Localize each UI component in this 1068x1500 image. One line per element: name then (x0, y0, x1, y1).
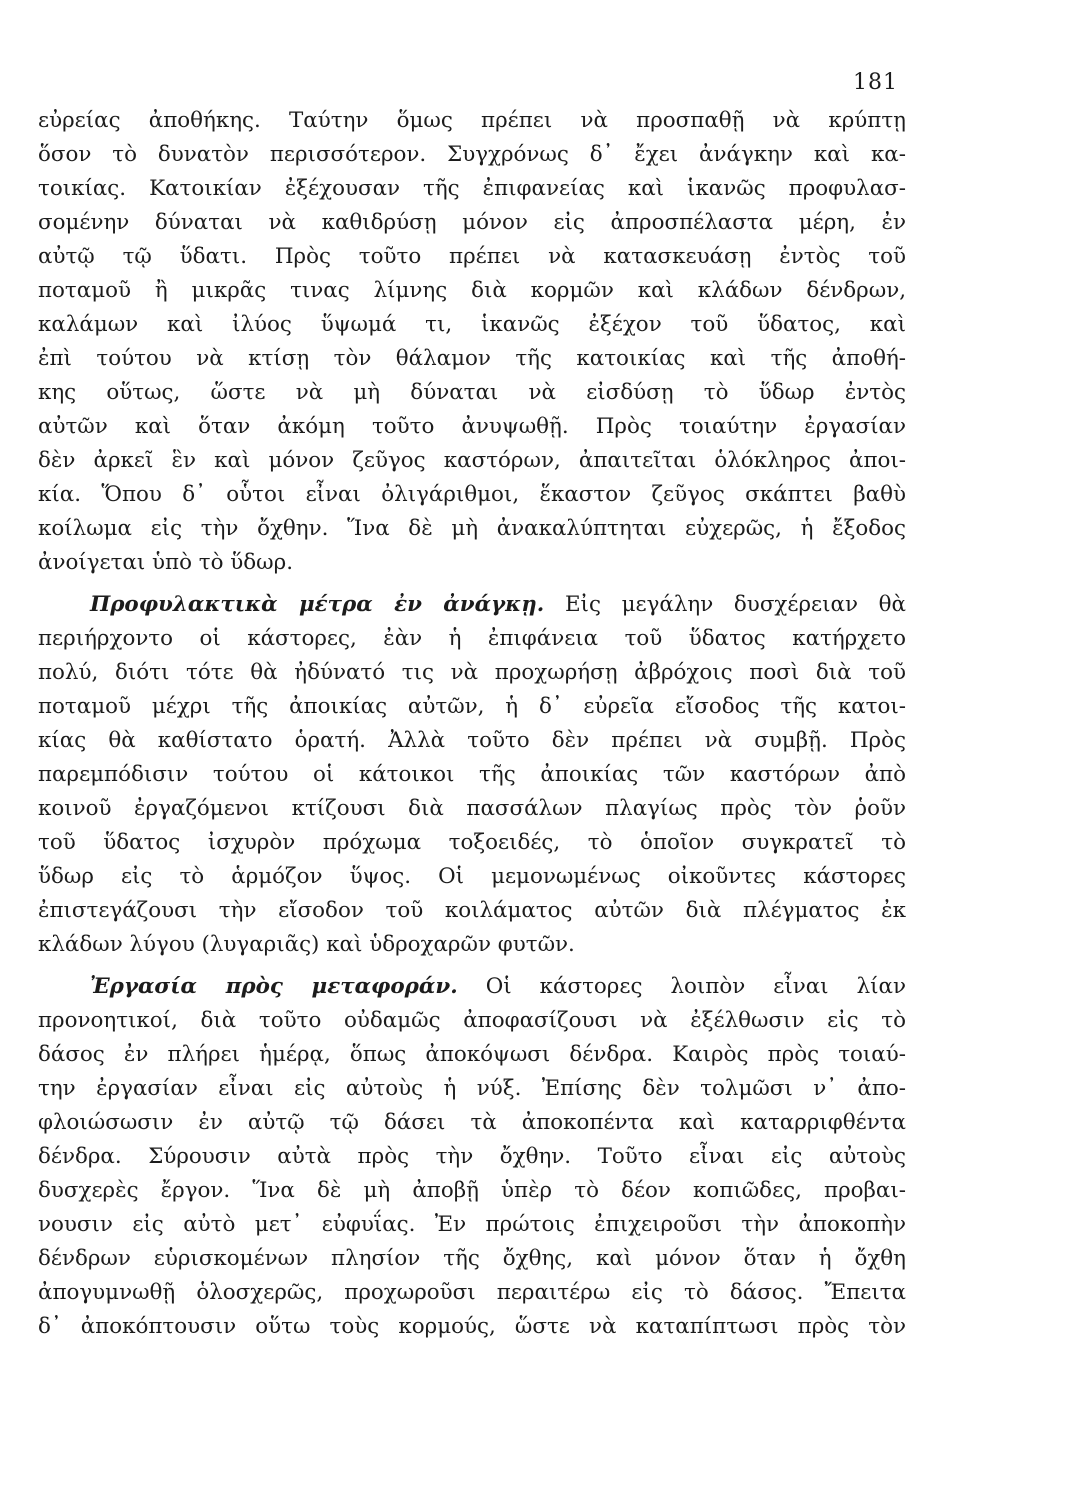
section-first-line-text: Οἱ κάστορες λοιπὸν εἶναι λίαν (485, 974, 906, 999)
text-line: δυσχερὲς ἔργον. Ἵνα δὲ μὴ ἀποβῇ ὑπὲρ τὸ δέον κοπιῶδες, προβαι- (38, 1178, 906, 1203)
text-line: την ἐργασίαν εἶναι εἰς αὐτοὺς ἡ νύξ. Ἐπίσης δὲν τολμῶσι ν᾽ ἀπο- (38, 1076, 906, 1101)
text-line: τοῦ ὕδατος ἰσχυρὸν πρόχωμα τοξοειδές, τὸ ὁποῖον συγκρατεῖ τὸ (38, 830, 906, 855)
text-line: τοικίας. Κατοικίαν ἐξέχουσαν τῆς ἐπιφανείας καὶ ἱκανῶς προφυλασ- (38, 176, 906, 201)
text-line: κίας θὰ καθίστατο ὁρατή. Ἀλλὰ τοῦτο δὲν πρέπει νὰ συμβῇ. Πρὸς (38, 728, 906, 753)
text-line: κοινοῦ ἐργαζόμενοι κτίζουσι διὰ πασσάλων πλαγίως πρὸς τὸν ῥοῦν (38, 796, 906, 821)
page-number: 181 (853, 70, 898, 95)
text-line: προνοητικοί, διὰ τοῦτο οὐδαμῶς ἀποφασίζουσι νὰ ἐξέλθωσιν εἰς τὸ (38, 1008, 906, 1033)
section-heading: Προφυλακτικὰ μέτρα ἐν ἀνάγκῃ. (90, 592, 545, 617)
text-line: κία. Ὅπου δ᾽ οὗτοι εἶναι ὀλιγάριθμοι, ἕκαστον ζεῦγος σκάπτει βαθὺ (38, 482, 906, 507)
paragraph-precautions (38, 588, 906, 962)
text-line: δένδρων εὑρισκομένων πλησίον τῆς ὄχθης, καὶ μόνον ὅταν ἡ ὄχθη (38, 1246, 906, 1271)
text-line: ἀνοίγεται ὑπὸ τὸ ὕδωρ. (38, 550, 293, 575)
text-line: κης οὕτως, ὥστε νὰ μὴ δύναται νὰ εἰσδύσῃ τὸ ὕδωρ ἐντὸς (38, 380, 906, 405)
text-line: ἐπιστεγάζουσι τὴν εἴσοδον τοῦ κοιλάματος αὐτῶν διὰ πλέγματος ἐκ (38, 898, 906, 923)
text-line: αὐτῶν καὶ ὅταν ἀκόμη τοῦτο ἀνυψωθῇ. Πρὸς τοιαύτην ἐργασίαν (38, 414, 906, 439)
text-line: ποταμοῦ μέχρι τῆς ἀποικίας αὐτῶν, ἡ δ᾽ εὐρεῖα εἴσοδος τῆς κατοι- (38, 694, 906, 719)
text-line: ἀπογυμνωθῇ ὁλοσχερῶς, προχωροῦσι περαιτέρω εἰς τὸ δάσος. Ἔπειτα (38, 1280, 906, 1305)
text-line: δάσος ἐν πλήρει ἡμέρᾳ, ὅπως ἀποκόψωσι δένδρα. Καιρὸς πρὸς τοιαύ- (38, 1042, 906, 1067)
paragraph-transport-work (38, 970, 906, 1344)
text-line: καλάμων καὶ ἰλύος ὕψωμά τι, ἱκανῶς ἐξέχον τοῦ ὕδατος, καὶ (38, 312, 906, 337)
section-first-line (38, 970, 906, 1004)
text-line: ὕδωρ εἰς τὸ ἁρμόζον ὕψος. Οἱ μεμονωμένως οἰκοῦντες κάστορες (38, 864, 906, 889)
paragraph-beaver-dwelling (38, 104, 906, 580)
text-line: ποταμοῦ ἢ μικρᾶς τινας λίμνης διὰ κορμῶν καὶ κλάδων δένδρων, (38, 278, 906, 303)
text-line: παρεμπόδισιν τούτου οἱ κάτοικοι τῆς ἀποικίας τῶν καστόρων ἀπὸ (38, 762, 906, 787)
text-line: φλοιώσωσιν ἐν αὐτῷ τῷ δάσει τὰ ἀποκοπέντα καὶ καταρριφθέντα (38, 1110, 906, 1135)
text-line: δένδρα. Σύρουσιν αὐτὰ πρὸς τὴν ὄχθην. Τοῦτο εἶναι εἰς αὐτοὺς (38, 1144, 906, 1169)
body-text (38, 104, 906, 1344)
text-line: περιήρχοντο οἱ κάστορες, ἐὰν ἡ ἐπιφάνεια τοῦ ὕδατος κατήρχετο (38, 626, 906, 651)
section-first-line (38, 588, 906, 622)
section-heading: Ἐργασία πρὸς μεταφοράν. (90, 974, 458, 999)
text-line: εὐρείας ἀποθήκης. Ταύτην ὅμως πρέπει νὰ προσπαθῇ νὰ κρύπτῃ (38, 108, 906, 133)
text-line: ἐπὶ τούτου νὰ κτίσῃ τὸν θάλαμον τῆς κατοικίας καὶ τῆς ἀποθή- (38, 346, 906, 371)
text-line: αὐτῷ τῷ ὕδατι. Πρὸς τοῦτο πρέπει νὰ κατασκευάσῃ ἐντὸς τοῦ (38, 244, 906, 269)
text-line: δ᾽ ἀποκόπτουσιν οὕτω τοὺς κορμούς, ὥστε νὰ καταπίπτωσι πρὸς τὸν (38, 1314, 906, 1339)
text-line: κοίλωμα εἰς τὴν ὄχθην. Ἵνα δὲ μὴ ἀνακαλύπτηται εὐχερῶς, ἡ ἔξοδος (38, 516, 906, 541)
text-line: ὅσον τὸ δυνατὸν περισσότερον. Συγχρόνως δ᾽ ἔχει ἀνάγκην καὶ κα- (38, 142, 906, 167)
text-line: νουσιν εἰς αὐτὸ μετ᾽ εὐφυΐας. Ἐν πρώτοις ἐπιχειροῦσι τὴν ἀποκοπὴν (38, 1212, 906, 1237)
text-line: σομένην δύναται νὰ καθιδρύσῃ μόνον εἰς ἀπροσπέλαστα μέρη, ἐν (38, 210, 906, 235)
text-line: πολύ, διότι τότε θὰ ἠδύνατό τις νὰ προχωρήσῃ ἀβρόχοις ποσὶ διὰ τοῦ (38, 660, 906, 685)
text-line: κλάδων λύγου (λυγαριᾶς) καὶ ὑδροχαρῶν φυτῶν. (38, 932, 575, 957)
section-first-line-text: Εἰς μεγάλην δυσχέρειαν θὰ (564, 592, 906, 617)
text-line: δὲν ἀρκεῖ ἓν καὶ μόνον ζεῦγος καστόρων, ἀπαιτεῖται ὁλόκληρος ἀποι- (38, 448, 906, 473)
